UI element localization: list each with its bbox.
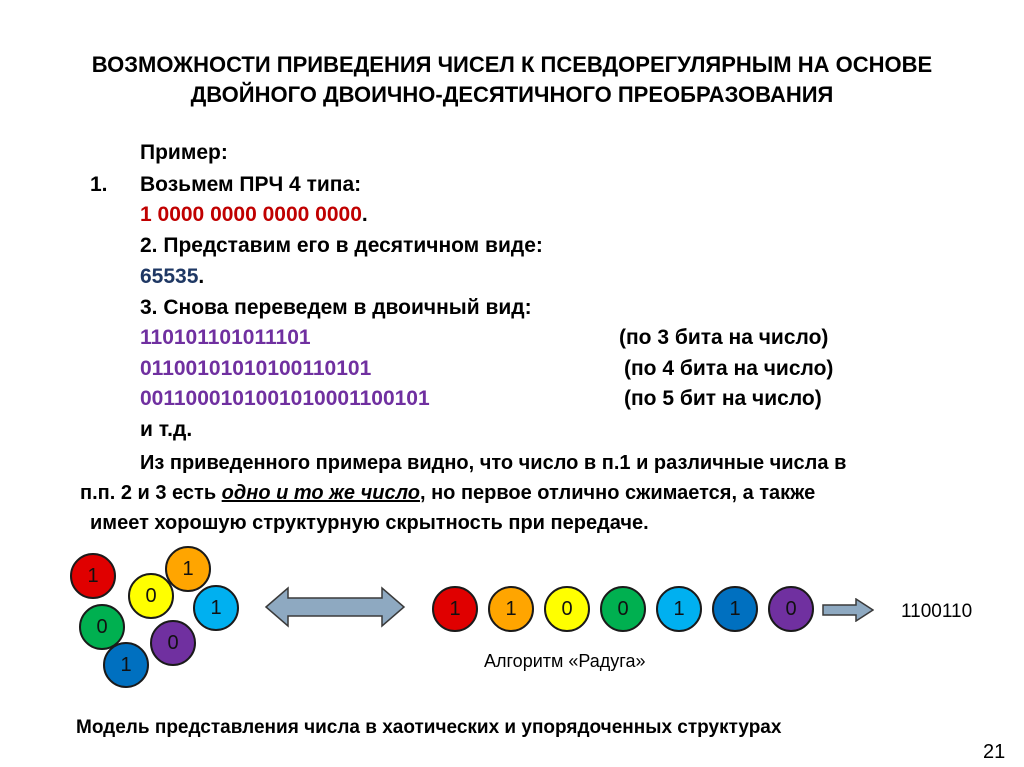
chaotic-ball: 0 bbox=[150, 620, 196, 666]
ordered-ball: 1 bbox=[488, 586, 534, 632]
step-1-text: Возьмем ПРЧ 4 типа: bbox=[140, 173, 362, 196]
chaotic-ball: 1 bbox=[193, 585, 239, 631]
paragraph-line-3: имеет хорошую структурную скрытность при передаче. bbox=[90, 512, 649, 534]
bits-row-4: 0110010101010011010​1 bbox=[140, 357, 372, 380]
bits-row-5: 0011000101001010001100101 bbox=[140, 387, 430, 410]
binary-dot: . bbox=[361, 203, 368, 226]
note-row-4: (по 4 бита на число) bbox=[624, 357, 834, 380]
chaotic-ball: 1 bbox=[165, 546, 211, 592]
decimal-dot: . bbox=[198, 265, 205, 288]
ordered-ball: 0 bbox=[544, 586, 590, 632]
result-code: 1100110 bbox=[901, 601, 973, 622]
etc-text: и т.д. bbox=[140, 418, 193, 441]
paragraph-line-2-start: п.п. 2 и 3 есть bbox=[80, 482, 222, 504]
title-line-1: ВОЗМОЖНОСТИ ПРИВЕДЕНИЯ ЧИСЕЛ К ПСЕВДОРЕГУЛЯРНЫМ НА ОСНОВЕ bbox=[91, 52, 933, 77]
note-row-5: (по 5 бит на число) bbox=[624, 387, 822, 410]
binary-value-line bbox=[140, 201, 368, 229]
bits-row-3: 110101101011101 bbox=[140, 326, 311, 349]
right-arrow-icon bbox=[822, 598, 874, 622]
step-2-text: 2. Представим его в десятичном виде: bbox=[140, 234, 543, 257]
chaotic-ball: 1 bbox=[70, 553, 116, 599]
step-3-text: 3. Снова переведем в двоичный вид: bbox=[140, 296, 532, 319]
paragraph-line-2 bbox=[80, 479, 815, 507]
figure-caption: Модель представления числа в хаотических и упорядоченных структурах bbox=[76, 717, 782, 738]
chaotic-ball: 1 bbox=[103, 642, 149, 688]
ordered-ball: 0 bbox=[600, 586, 646, 632]
ordered-ball: 1 bbox=[712, 586, 758, 632]
note-row-3: (по 3 бита на число) bbox=[619, 326, 829, 349]
title-line-2: ДВОЙНОГО ДВОИЧНО-ДЕСЯТИЧНОГО ПРЕОБРАЗОВАНИЯ bbox=[190, 82, 834, 107]
ordered-ball: 1 bbox=[656, 586, 702, 632]
paragraph-line-2-end: , но первое отлично сжимается, а также bbox=[419, 482, 816, 504]
binary-value: 1 0000 0000 0000 0000 bbox=[140, 203, 362, 226]
algorithm-caption: Алгоритм «Радуга» bbox=[484, 651, 646, 671]
chaotic-ball: 0 bbox=[128, 573, 174, 619]
slide-title bbox=[0, 50, 1024, 110]
double-arrow-icon bbox=[264, 586, 406, 628]
ordered-ball: 0 bbox=[768, 586, 814, 632]
page-number: 21 bbox=[983, 741, 1006, 763]
paragraph-line-1: Из приведенного примера видно, что число в п.1 и различные числа в bbox=[140, 452, 847, 474]
decimal-value-line bbox=[140, 263, 204, 291]
step-1-number: 1. bbox=[90, 173, 108, 196]
chaotic-ball: 0 bbox=[79, 604, 125, 650]
paragraph-emphasis: одно и то же число bbox=[221, 482, 420, 504]
decimal-value: 65535 bbox=[140, 265, 199, 288]
ordered-ball: 1 bbox=[432, 586, 478, 632]
example-heading: Пример: bbox=[140, 141, 228, 164]
